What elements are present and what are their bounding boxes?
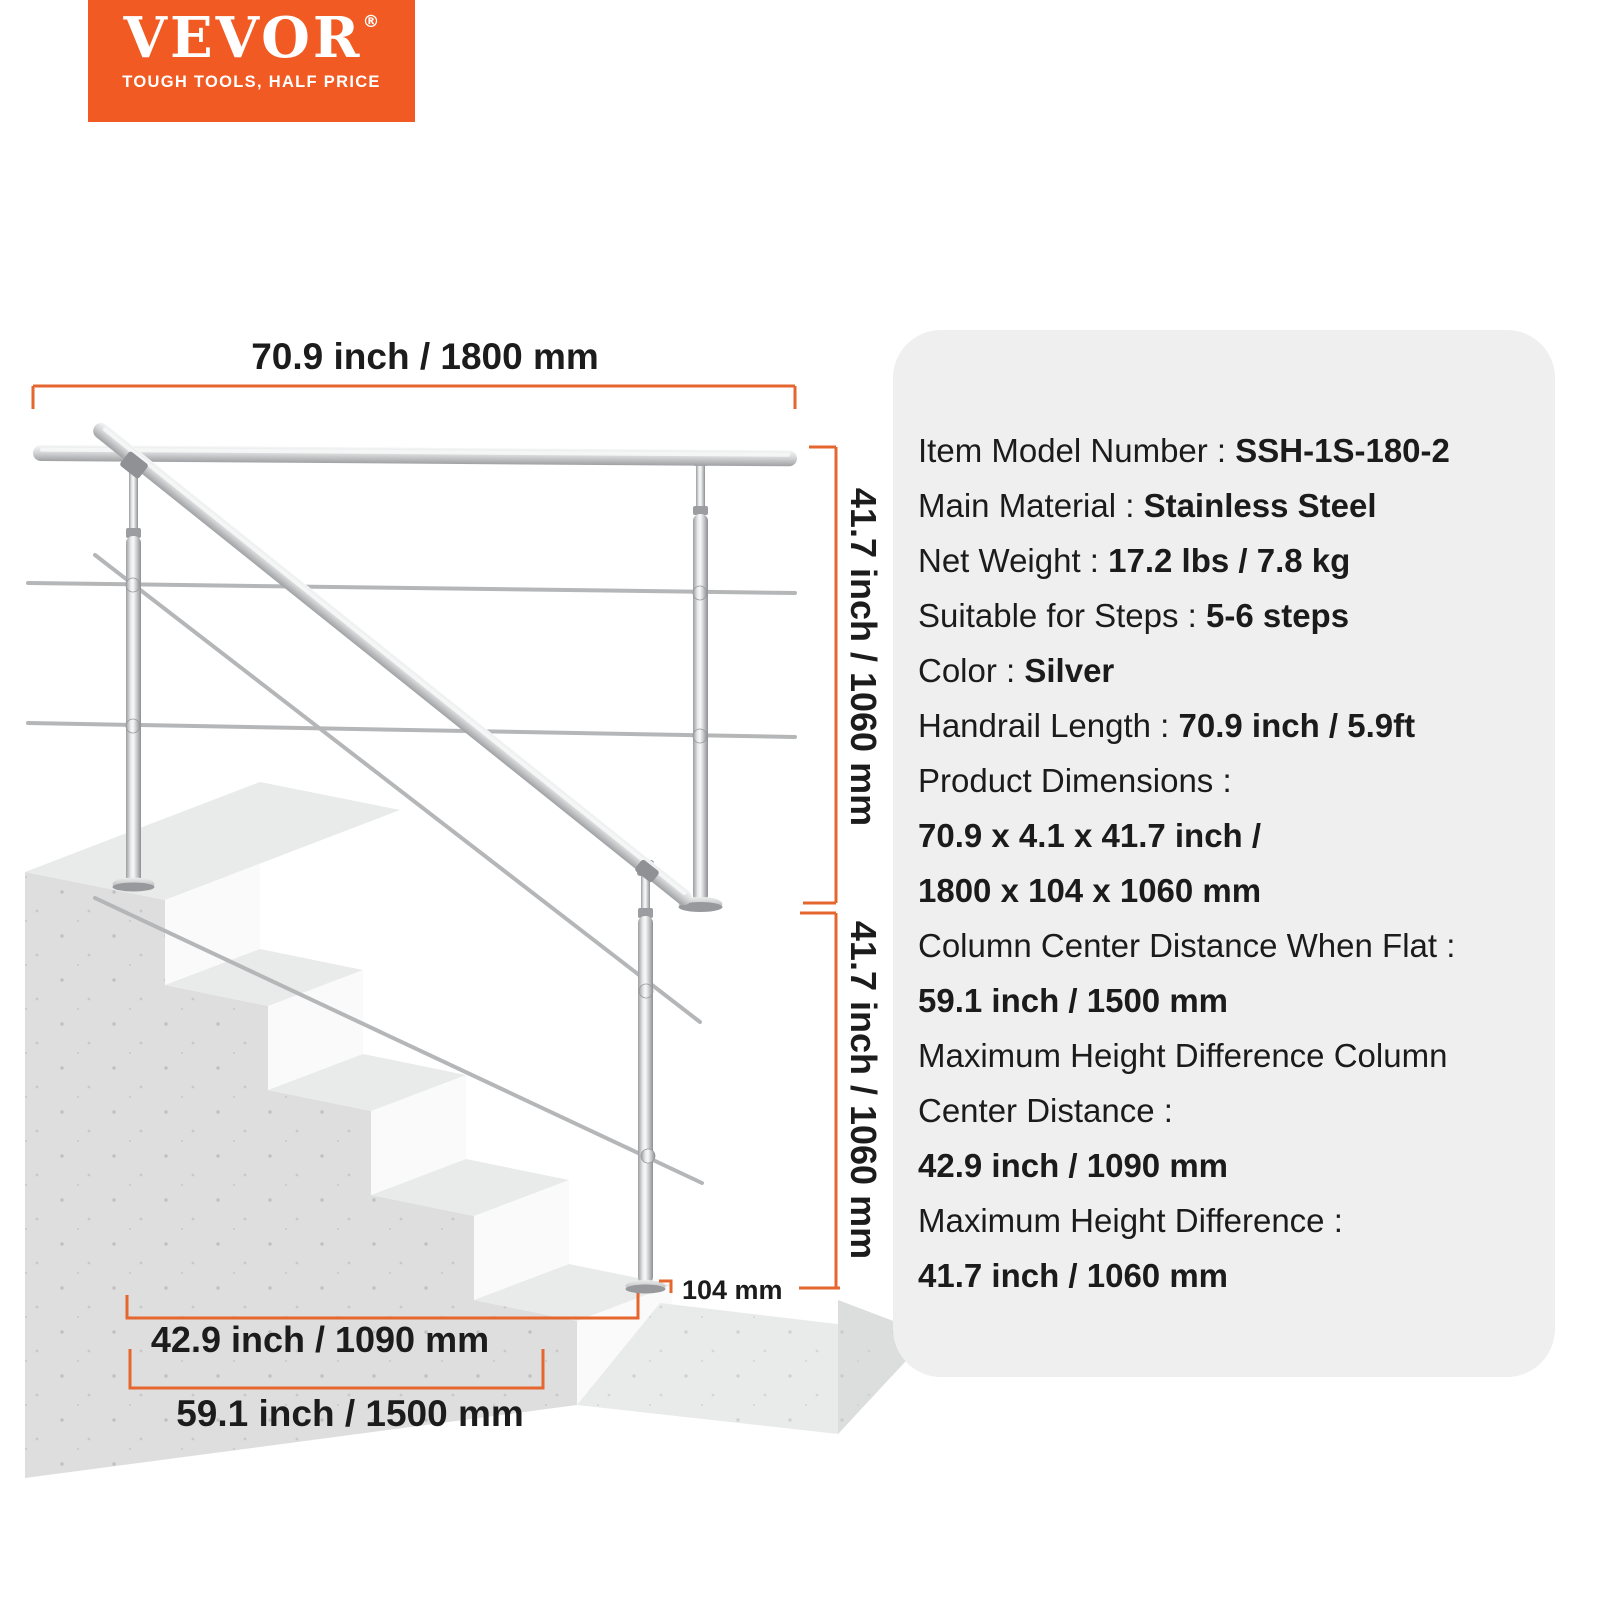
registered-mark: ® xyxy=(362,12,380,32)
spec-line-color: Color : Silver xyxy=(918,652,1115,689)
spec-line-weight: Net Weight : 17.2 lbs / 7.8 kg xyxy=(918,542,1351,579)
dim-right-lower-bracket xyxy=(799,913,840,1288)
spec-line-model: Item Model Number : SSH-1S-180-2 xyxy=(918,432,1450,469)
spec-line-steps: Suitable for Steps : 5-6 steps xyxy=(918,597,1350,634)
vevor-logo xyxy=(88,0,415,122)
post-right-flat xyxy=(679,452,723,912)
spec-line-center-distance: Center Distance : xyxy=(918,1092,1173,1129)
brand-tagline: TOUGH TOOLS, HALF PRICE xyxy=(122,73,381,91)
crossbars-flat xyxy=(28,583,795,737)
dim-right-upper-bracket xyxy=(803,447,836,903)
spec-panel xyxy=(893,330,1555,1377)
dim-base-label: 104 mm xyxy=(682,1275,783,1305)
spec-line-material: Main Material : Stainless Steel xyxy=(918,487,1377,524)
spec-line-flat-distance-value: 59.1 inch / 1500 mm xyxy=(918,982,1229,1019)
spec-line-dimensions-label: Product Dimensions : xyxy=(918,762,1232,799)
spec-line-center-distance-value: 42.9 inch / 1090 mm xyxy=(918,1147,1229,1184)
spec-line-flat-distance-label: Column Center Distance When Flat : xyxy=(918,927,1456,964)
dim-right-lower-label: 41.7 inch / 1060 mm xyxy=(843,920,884,1260)
dim-right-upper-label: 41.7 inch / 1060 mm xyxy=(843,487,884,827)
dim-top-label: 70.9 inch / 1800 mm xyxy=(251,336,599,377)
dim-run-label: 42.9 inch / 1090 mm xyxy=(150,1319,490,1360)
brand-text: VEVOR xyxy=(123,5,363,71)
dim-top-bracket xyxy=(33,386,795,409)
spec-line-max-height-diff-value: 41.7 inch / 1060 mm xyxy=(918,1257,1229,1294)
spec-line-handrail-length: Handrail Length : 70.9 inch / 5.9ft xyxy=(918,707,1416,744)
spec-line-dimensions-inch: 70.9 x 4.1 x 41.7 inch / xyxy=(918,817,1262,854)
post-lower-stairs xyxy=(626,860,666,1294)
spec-line-max-height-diff: Maximum Height Difference : xyxy=(918,1202,1343,1239)
staircase xyxy=(25,782,930,1478)
spec-line-dimensions-mm: 1800 x 104 x 1060 mm xyxy=(918,872,1262,909)
dim-flat-label: 59.1 inch / 1500 mm xyxy=(176,1393,524,1434)
spec-line-max-diff-column: Maximum Height Difference Column xyxy=(918,1037,1448,1074)
